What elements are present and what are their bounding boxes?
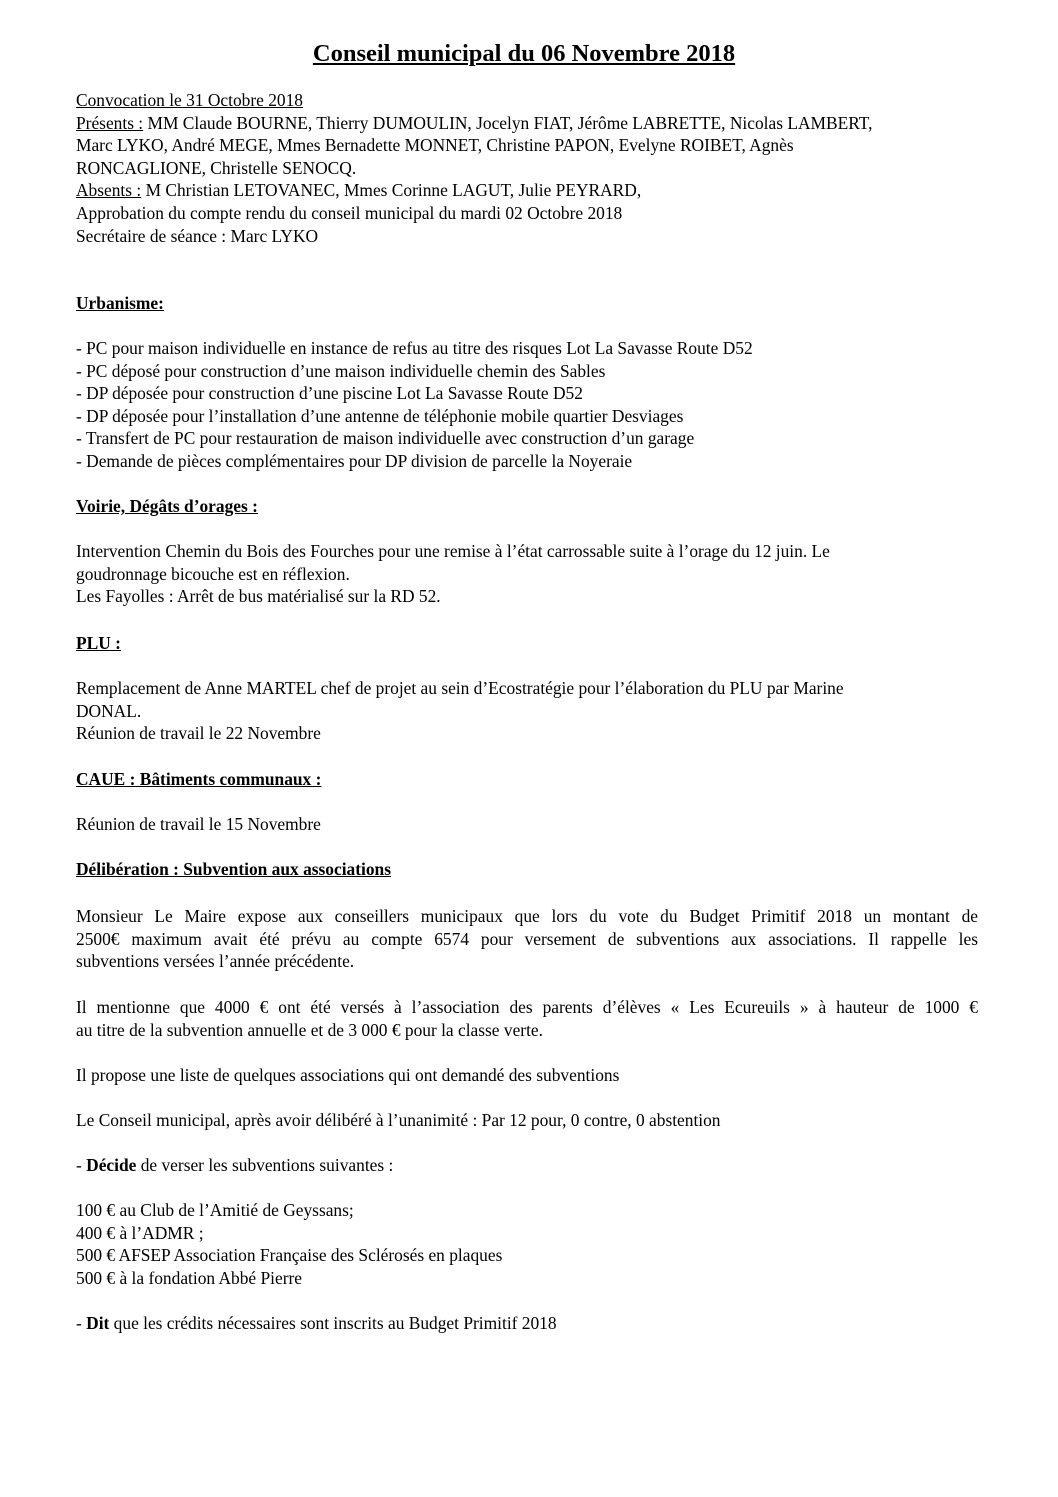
list-item: 100 € au Club de l’Amitié de Geyssans; [76,1200,354,1220]
page-title: Conseil municipal du 06 Novembre 2018 [312,40,736,67]
dit-keyword: Dit [86,1313,110,1333]
paragraph-line: 2500€ maximum avait été prévu au compte 6574 pour versement de subventions aux associations. Il rappelle les [76,928,978,949]
voirie-line-1: Intervention Chemin du Bois des Fourches pour une remise à l’état carrossable suite à l’orage du 12 juin. Le [76,541,830,561]
plu-line-3: Réunion de travail le 22 Novembre [76,723,321,744]
dit-text: que les crédits nécessaires sont inscrits au Budget Primitif 2018 [109,1313,557,1333]
presents-line-2: Marc LYKO, André MEGE, Mmes Bernadette MONNET, Christine PAPON, Evelyne ROIBET, Agnès [76,135,794,156]
decide-text: de verser les subventions suivantes : [136,1155,394,1175]
presents-names-1: MM Claude BOURNE, Thierry DUMOULIN, Jocelyn FIAT, Jérôme LABRETTE, Nicolas LAMBERT, [143,112,873,133]
secretaire-line: Secrétaire de séance : Marc LYKO [76,225,319,246]
plu-line-1: Remplacement de Anne MARTEL chef de projet au sein d’Ecostratégie pour l’élaboration du PLU par Marine [76,678,844,698]
plu-text [76,677,978,745]
decide-line [76,1154,978,1177]
list-item: - DP déposée pour l’installation d’une antenne de téléphonie mobile quartier Desviages [76,405,684,426]
section-heading-caue: CAUE : Bâtiments communaux : [76,769,322,789]
voirie-line-3: Les Fayolles : Arrêt de bus matérialisé sur la RD 52. [76,586,441,607]
section-heading-urbanisme: Urbanisme: [76,293,164,313]
subventions-list [76,1199,978,1289]
meeting-header [76,89,978,247]
absents-names: M Christian LETOVANEC, Mmes Corinne LAGUT, Julie PEYRARD, [141,180,642,201]
section-heading-plu: PLU : [76,633,121,653]
presents-line-3: RONCAGLIONE, Christelle SENOCQ. [76,157,357,178]
absents-label: Absents : [76,180,142,201]
section-heading-deliberation: Délibération : Subvention aux associations [76,859,392,879]
presents-label: Présents : [76,112,144,133]
section-heading-voirie: Voirie, Dégâts d’orages : [76,496,258,516]
deliberation-paragraph-3: Il propose une liste de quelques associations qui ont demandé des subventions [76,1065,620,1085]
list-item: - DP déposée pour construction d’une piscine Lot La Savasse Route D52 [76,383,583,404]
list-item: 500 € AFSEP Association Française des Sclérosés en plaques [76,1245,503,1266]
decide-dash: - [76,1155,87,1175]
dit-dash: - [76,1313,87,1333]
paragraph-line: Il mentionne que 4000 € ont été versés à l’association des parents d’élèves « Les Ecureuils » à hauteur de 1000 € [76,997,978,1017]
dit-line [76,1312,978,1335]
list-item: 400 € à l’ADMR ; [76,1222,204,1243]
caue-text [76,813,978,836]
plu-line-2: DONAL. [76,700,142,721]
paragraph-line: subventions versées l’année précédente. [76,951,355,972]
deliberation-paragraph-1 [76,905,978,973]
list-item: - PC déposé pour construction d’une maison individuelle chemin des Sables [76,360,606,381]
approbation-line: Approbation du compte rendu du conseil municipal du mardi 02 Octobre 2018 [76,202,623,223]
paragraph-line: au titre de la subvention annuelle et de 3 000 € pour la classe verte. [76,1019,543,1040]
deliberation-paragraph-2 [76,996,978,1041]
convocation-line: Convocation le 31 Octobre 2018 [76,90,303,110]
paragraph-line: Monsieur Le Maire expose aux conseillers municipaux que lors du vote du Budget Primitif 2018 un montant de [76,906,978,926]
deliberation-vote: Le Conseil municipal, après avoir délibéré à l’unanimité : Par 12 pour, 0 contre, 0 abstention [76,1110,721,1130]
list-item: - Demande de pièces complémentaires pour DP division de parcelle la Noyeraie [76,450,633,471]
caue-line-1: Réunion de travail le 15 Novembre [76,814,321,834]
voirie-text [76,540,978,608]
list-item: - Transfert de PC pour restauration de maison individuelle avec construction d’un garage [76,428,695,449]
presents-line-1 [76,112,978,135]
decide-keyword: Décide [86,1155,137,1175]
list-item: - PC pour maison individuelle en instance de refus au titre des risques Lot La Savasse Route D52 [76,338,753,358]
voirie-line-2: goudronnage bicouche est en réflexion. [76,563,350,584]
urbanisme-list [76,337,978,473]
absents-line [76,179,978,202]
list-item: 500 € à la fondation Abbé Pierre [76,1267,303,1288]
